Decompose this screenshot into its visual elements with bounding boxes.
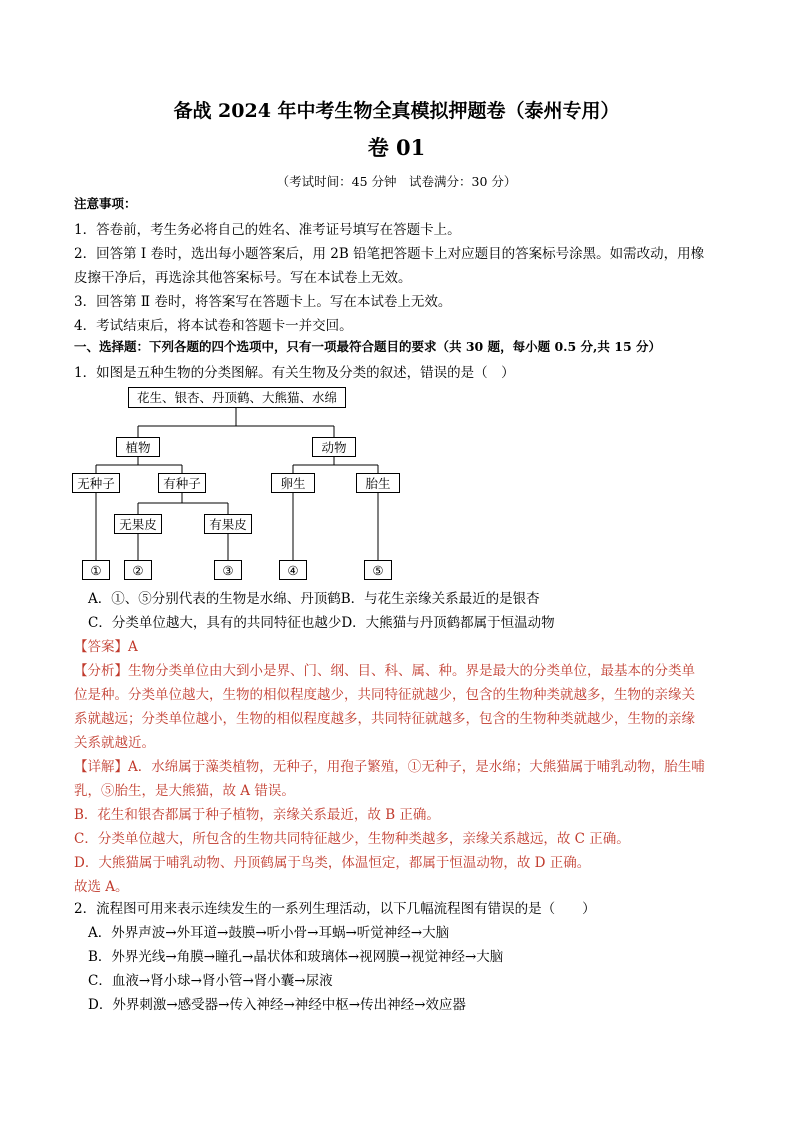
page-subtitle: 卷 01 [367,135,426,160]
diagram-has-seed-node: 有种子 [158,473,206,493]
analysis-label: 【分析】 [74,663,128,679]
notice-item: 2．回答第 Ⅰ 卷时，选出每小题答案后，用 2B 铅笔把答题卡上对应题目的答案标号涂黑。如需改动，用橡 [74,246,705,262]
detail-text: C．分类单位越大，所包含的生物共同特征越少，生物种类越多，亲缘关系越远，故 C 正确。 [74,831,630,847]
analysis-text: 系就越远；分类单位越小，生物的相似程度越多，共同特征就越多，包含的生物种类就越少，生物的亲缘 [74,711,695,727]
detail-line [74,755,705,775]
diagram-plant-node: 植物 [116,437,160,457]
question-1-stem: 1．如图是五种生物的分类图解。有关生物及分类的叙述，错误的是（ ） [74,365,515,381]
diagram-viviparous-node: 胎生 [356,473,400,493]
diagram-leaf-node: ② [124,560,152,580]
page-title: 备战 2024 年中考生物全真模拟押题卷（泰州专用） [173,100,620,122]
section-heading: 一、选择题：下列各题的四个选项中，只有一项最符合题目的要求（共 30 题，每小题 0.5 分,共 15 分） [74,339,662,354]
diagram-animal-node: 动物 [312,437,356,457]
diagram-oviparous-node: 卵生 [271,473,315,493]
detail-text: D．大熊猫属于哺乳动物、丹顶鹤属于鸟类，体温恒定，都属于恒温动物，故 D 正确。 [74,855,591,871]
diagram-no-pericarp-node: 无果皮 [114,514,162,534]
detail-text: A．水绵属于藻类植物，无种子，用孢子繁殖，①无种子，是水绵；大熊猫属于哺乳动物，胎生哺 [128,759,705,775]
answer-value: A [128,639,138,655]
diagram-leaf-node: ⑤ [364,560,392,580]
notice-item: 1．答卷前，考生务必将自己的姓名、准考证号填写在答题卡上。 [74,222,461,238]
question-1-options-ab: A．①、⑤分别代表的生物是水绵、丹顶鹤B．与花生亲缘关系最近的是银杏 [88,591,540,607]
analysis-text: 关系就越近。 [74,735,155,751]
diagram-leaf-node: ④ [279,560,307,580]
answer-line [74,635,138,655]
notice-item: 4．考试结束后，将本试卷和答题卡一并交回。 [74,318,353,334]
question-2-option: C．血液→肾小球→肾小管→肾小囊→尿液 [88,973,333,989]
analysis-text: 位是种。分类单位越大，生物的相似程度越少，共同特征就越少，包含的生物种类就越多，生物的亲缘关 [74,687,695,703]
analysis-line [74,659,695,679]
question-2-stem: 2．流程图可用来表示连续发生的一系列生理活动，以下几幅流程图有错误的是（ ） [74,901,596,917]
question-2-option: D．外界刺激→感受器→传入神经→神经中枢→传出神经→效应器 [88,997,466,1013]
question-2-option: A．外界声波→外耳道→鼓膜→听小骨→耳蜗→听觉神经→大脑 [88,925,450,941]
detail-text: 乳，⑤胎生，是大熊猫，故 A 错误。 [74,783,295,799]
diagram-leaf-node: ③ [214,560,242,580]
answer-label: 【答案】 [74,639,128,655]
detail-label: 【详解】 [74,759,128,775]
detail-text: 故选 A。 [74,879,129,895]
notice-heading: 注意事项： [74,196,137,211]
notice-item: 皮擦干净后，再选涂其他答案标号。写在本试卷上无效。 [74,270,412,286]
diagram-root-node: 花生、银杏、丹顶鹤、大熊猫、水绵 [128,387,346,408]
notice-item: 3．回答第 Ⅱ 卷时，将答案写在答题卡上。写在本试卷上无效。 [74,294,452,310]
analysis-text: 生物分类单位由大到小是界、门、纲、目、科、属、种。界是最大的分类单位，最基本的分类单 [128,663,695,679]
diagram-no-seed-node: 无种子 [72,473,120,493]
question-2-option: B．外界光线→角膜→瞳孔→晶状体和玻璃体→视网膜→视觉神经→大脑 [88,949,504,965]
exam-info: （考试时间：45 分钟 试卷满分：30 分） [276,174,517,189]
diagram-leaf-node: ① [82,560,110,580]
diagram-has-pericarp-node: 有果皮 [204,514,252,534]
question-1-options-cd: C．分类单位越大，具有的共同特征也越少D．大熊猫与丹顶鹤都属于恒温动物 [88,615,555,631]
detail-text: B．花生和银杏都属于种子植物，亲缘关系最近，故 B 正确。 [74,807,440,823]
